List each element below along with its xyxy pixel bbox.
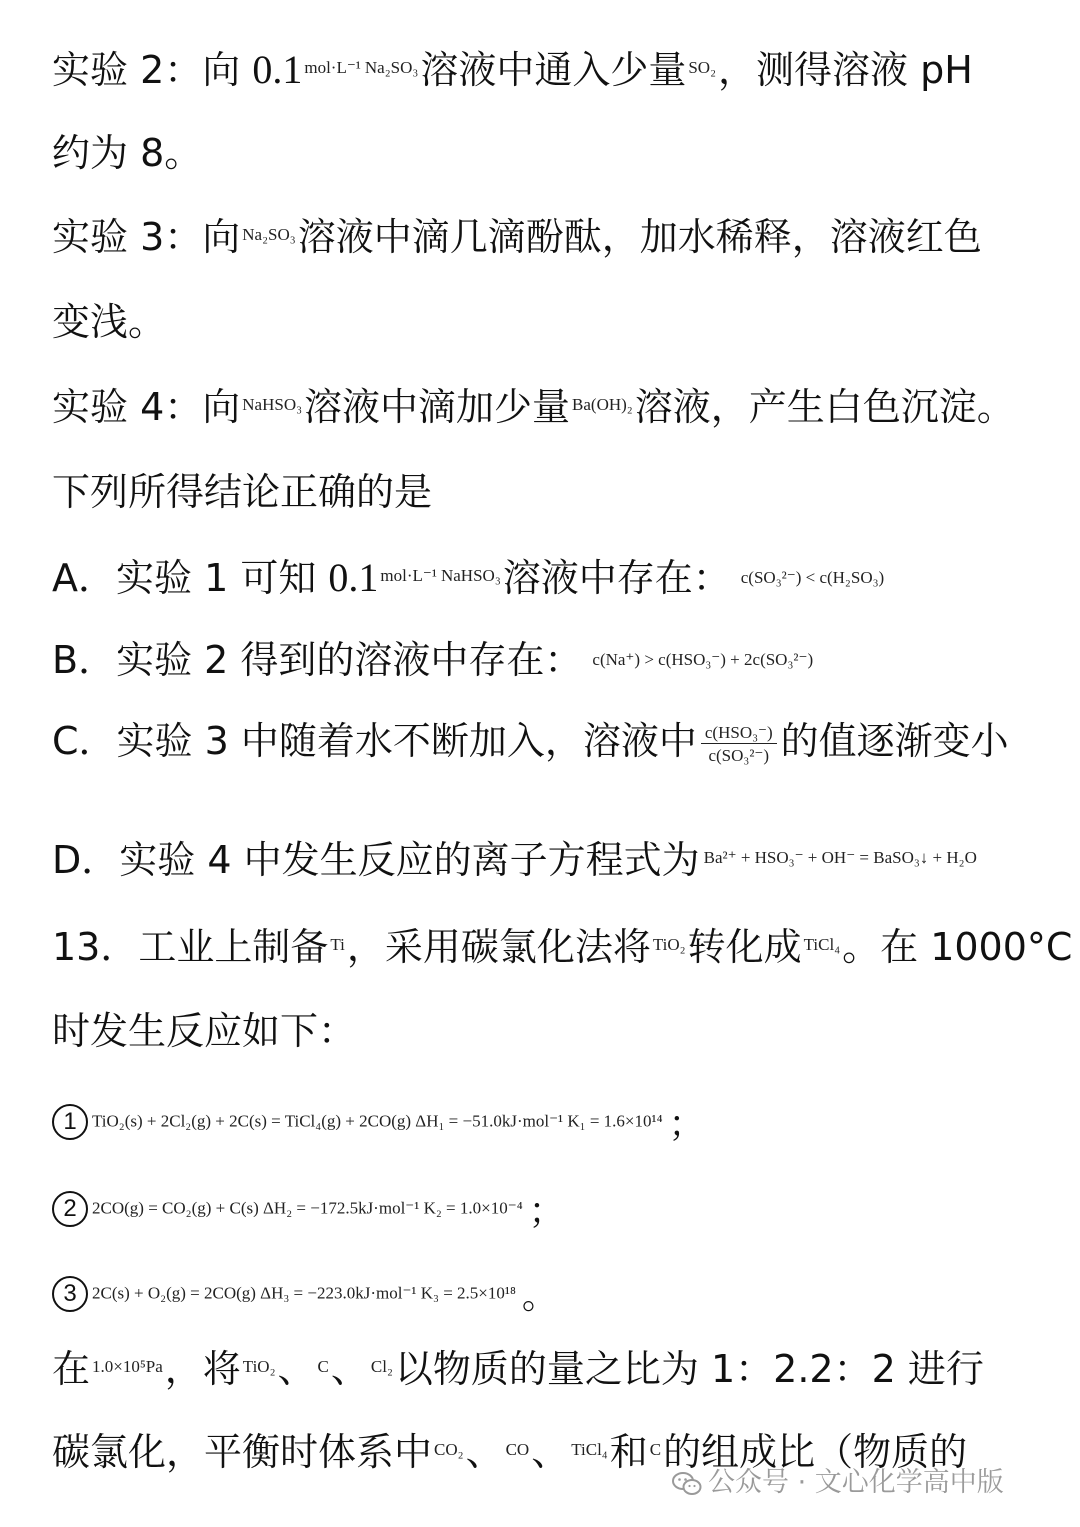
exp4-mid: 溶液中滴加少量 — [304, 385, 571, 429]
cond-l2lead: 碳氯化，平衡时体系中 — [52, 1430, 433, 1474]
option-d-text: D．实验 4 中发生反应的离子方程式为 — [52, 838, 700, 882]
reaction-3 — [52, 1268, 558, 1319]
option-a-text: A．实验 1 可知 — [52, 556, 329, 600]
reaction-2-marker: 2 — [52, 1191, 88, 1227]
option-d-formula: Ba²⁺ + HSO₃⁻ + OH⁻ = BaSO₃↓ + H₂O — [703, 848, 977, 867]
cond-co2: CO₂ — [434, 1440, 464, 1459]
exp4-line — [52, 385, 1060, 429]
exp4-lead: 实验 4：向 — [52, 385, 241, 429]
cond-and: 和 — [609, 1430, 648, 1474]
option-a-conc: 0.1 — [328, 555, 379, 600]
question-stem: 下列所得结论正确的是 — [52, 470, 433, 514]
q13-lead: 13．工业上制备 — [52, 925, 329, 969]
option-c-numerator: c(HSO₃⁻) — [701, 724, 777, 744]
q13-mid1: ，采用碳氯化法将 — [346, 925, 651, 969]
cond-sep2: 、 — [330, 1347, 369, 1391]
cond-lead: 在 — [52, 1347, 91, 1391]
cond-cl2: Cl₂ — [370, 1357, 393, 1376]
reaction-2-end: ； — [528, 1191, 565, 1232]
exp4-tail: 溶液，产生白色沉淀。 — [634, 385, 1015, 429]
cond-line1 — [52, 1347, 1060, 1391]
reaction-1-equation: TiO₂(s) + 2Cl₂(g) + 2C(s) = TiCl₄(g) + 2CO(g) ΔH₁ = −51.0kJ·mol⁻¹ K₁ = 1.6×10¹⁴ — [92, 1111, 663, 1131]
option-a-mid: 溶液中存在： — [502, 556, 731, 600]
option-c — [52, 719, 1060, 765]
reaction-1 — [52, 1096, 705, 1147]
option-c-denominator: c(SO₃²⁻) — [708, 745, 770, 765]
cond-sep4: 、 — [531, 1430, 570, 1474]
exp2-line2: 约为 8。 — [52, 131, 203, 175]
watermark — [672, 1460, 1004, 1499]
cond-tio2: TiO₂ — [242, 1357, 276, 1376]
reaction-1-marker: 1 — [52, 1104, 88, 1140]
q13-mid3: 。在 1000°C — [842, 925, 1073, 969]
option-c-text: C．实验 3 中随着水不断加入，溶液中 — [52, 719, 697, 763]
q13-ti: Ti — [330, 935, 345, 954]
wechat-icon — [672, 1471, 702, 1497]
reaction-3-equation: 2C(s) + O₂(g) = 2CO(g) ΔH₃ = −223.0kJ·mol⁻¹ K₃ = 2.5×10¹⁸ — [92, 1283, 516, 1303]
exp3-tail: 溶液中滴几滴酚酞，加水稀释，溶液红色 — [297, 215, 982, 259]
q13-line2: 时发生反应如下： — [52, 1009, 357, 1053]
cond-mid: ，将 — [164, 1347, 241, 1391]
exp3-line1 — [52, 215, 1060, 259]
exp3-salt: Na₂SO₃ — [242, 225, 296, 244]
reaction-3-end: 。 — [521, 1276, 558, 1317]
q13-tio2: TiO₂ — [652, 935, 686, 954]
exp4-salt: NaHSO₃ — [242, 395, 303, 414]
cond-ticl4: TiCl₄ — [571, 1440, 608, 1459]
exp2-conc: 0.1 — [252, 47, 303, 92]
option-b-text: B．实验 2 得到的溶液中存在： — [52, 638, 583, 682]
cond-sep1: 、 — [277, 1347, 316, 1391]
option-d — [52, 838, 1060, 882]
reaction-2 — [52, 1183, 565, 1234]
cond-c: C — [317, 1357, 329, 1376]
cond-c2: C — [649, 1440, 662, 1459]
option-b-formula: c(Na⁺) > c(HSO₃⁻) + 2c(SO₃²⁻) — [592, 650, 814, 669]
exp2-lead: 实验 2：向 — [52, 48, 253, 92]
q13-ticl4: TiCl₄ — [803, 935, 841, 954]
exp2-salt: Na₂SO₃ — [364, 58, 419, 77]
option-a-salt: NaHSO₃ — [440, 566, 501, 585]
exp2-mid: 溶液中通入少量 — [420, 48, 687, 92]
cond-l2tail: 的组成比（物质的 — [663, 1430, 968, 1474]
exp3-lead: 实验 3：向 — [52, 215, 241, 259]
exp2-tail: ，测得溶液 pH — [718, 48, 973, 92]
cond-pressure: 1.0×10⁵Pa — [92, 1357, 163, 1376]
reaction-2-equation: 2CO(g) = CO₂(g) + C(s) ΔH₂ = −172.5kJ·mol⁻¹ K₂ = 1.0×10⁻⁴ — [92, 1198, 523, 1218]
q13-line1 — [52, 925, 1073, 969]
reaction-3-marker: 3 — [52, 1276, 88, 1312]
cond-co: CO — [505, 1440, 530, 1459]
exp2-unit: mol·L⁻¹ — [304, 58, 361, 77]
option-b — [52, 638, 1060, 682]
cond-sep3: 、 — [465, 1430, 504, 1474]
option-a-formula: c(SO₃²⁻) < c(H₂SO₃) — [740, 568, 885, 587]
option-c-fraction — [701, 724, 777, 764]
reaction-1-end: ； — [668, 1104, 705, 1145]
option-a-unit: mol·L⁻¹ — [380, 566, 437, 585]
cond-tail: 以物质的量之比为 1：2.2：2 进行 — [394, 1347, 984, 1391]
option-a — [52, 555, 1060, 600]
q13-mid2: 转化成 — [687, 925, 802, 969]
exp4-base: Ba(OH)₂ — [572, 395, 633, 414]
exp2-gas: SO₂ — [688, 58, 717, 77]
watermark-text: 公众号 · 文心化学高中版 — [708, 1467, 1004, 1498]
option-c-tail: 的值逐渐变小 — [780, 719, 1009, 763]
exp2-line1 — [52, 47, 1060, 92]
exp3-line2: 变浅。 — [52, 300, 167, 344]
